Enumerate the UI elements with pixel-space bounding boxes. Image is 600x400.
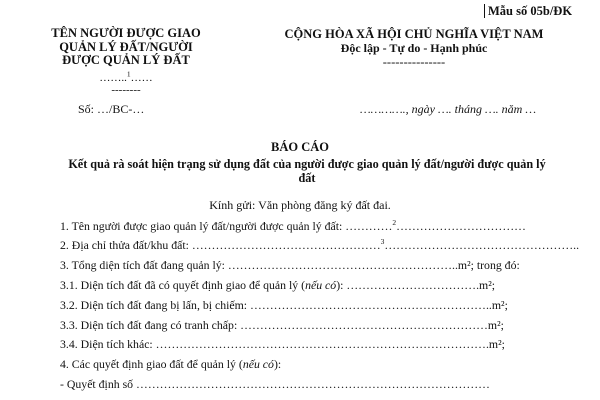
report-title: BÁO CÁO — [271, 140, 329, 154]
item-2-tail: ………………………………………….. — [384, 238, 580, 252]
item-4-decisions — [60, 357, 281, 372]
org-placeholder-end: …… — [130, 72, 153, 84]
item-2-address — [60, 238, 579, 253]
form-number: Mẫu số 05b/ĐK — [484, 4, 572, 18]
item-3-1-italic: nếu có — [305, 278, 337, 292]
item-3-1-after: ): …………………………….m²; — [336, 278, 496, 292]
item-3-2-encroached-area: 3.2. Diện tích đất đang bị lấn, bị chiếm: ……………………………………………………..m²; — [60, 298, 508, 312]
footnote-marker-3: 3 — [380, 237, 385, 247]
item-3-1-assigned-area — [60, 278, 495, 293]
item-4-italic: nếu có — [242, 357, 274, 371]
item-3-4-other-area: 3.4. Diện tích khác: ………………………………………………………………………….m²; — [60, 337, 505, 351]
item-1-tail: …………………………… — [396, 219, 526, 233]
footnote-marker-2: 2 — [392, 218, 397, 228]
item-3-total-area: 3. Tổng diện tích đất đang quản lý: …………………………………………………..m²; trong đó: — [60, 258, 520, 272]
agency-divider: -------- — [111, 84, 141, 96]
national-motto: Độc lập - Tự do - Hạnh phúc — [340, 41, 488, 55]
document-number: Số: …/BC-… — [78, 102, 145, 116]
agency-org-placeholder — [40, 69, 212, 84]
agency-name-heading: TÊN NGƯỜI ĐƯỢC GIAO QUẢN LÝ ĐẤT/NGƯỜI ĐƯỢC QUẢN LÝ ĐẤT — [51, 26, 201, 67]
footnote-marker-1: 1 — [126, 69, 131, 79]
item-4-before: 4. Các quyết định giao đất để quản lý ( — [60, 357, 243, 371]
national-header — [258, 27, 570, 69]
item-1-name — [60, 219, 526, 234]
decision-number-line: - Quyết định số ……………………………………………………………………………… — [60, 377, 490, 391]
org-placeholder-start: …….. — [99, 72, 127, 84]
national-name: CỘNG HÒA XÃ HỘI CHỦ NGHĨA VIỆT NAM — [284, 27, 544, 41]
report-subtitle: Kết quả rà soát hiện trạng sử dụng đất của người được giao quản lý đất/người được quản lý đất — [68, 157, 546, 185]
item-3-1-before: 3.1. Diện tích đất đã có quyết định giao để quản lý ( — [60, 278, 306, 292]
recipient-line: Kính gửi: Văn phòng đăng ký đất đai. — [209, 198, 391, 212]
item-3-3-disputed-area: 3.3. Diện tích đất đang có tranh chấp: ………………………………………………………m²; — [60, 318, 504, 332]
national-divider: --------------- — [382, 55, 446, 69]
date-line: …………., ngày …. tháng …. năm … — [360, 102, 537, 116]
item-1-text: 1. Tên người được giao quản lý đất/người được quản lý đất: ………… — [60, 219, 393, 233]
item-2-text: 2. Địa chỉ thửa đất/khu đất: ………………………………………… — [60, 238, 381, 252]
agency-org-block — [40, 69, 212, 96]
item-4-after: ): — [273, 357, 282, 371]
